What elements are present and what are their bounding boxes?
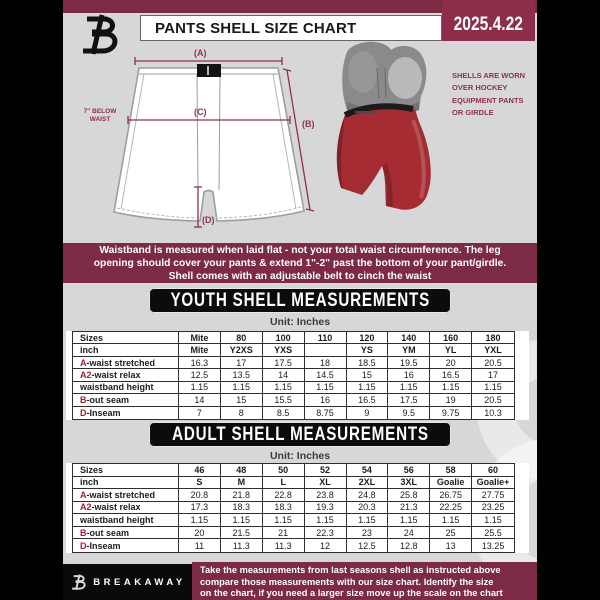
table-row: [73, 539, 514, 552]
table-row: [73, 477, 514, 490]
table-cell: 14: [263, 369, 305, 380]
table-cell: 18.3: [221, 502, 263, 514]
label-b: (B): [302, 119, 315, 129]
breakaway-b-icon: [75, 12, 121, 56]
table-cell: 1.15: [179, 514, 221, 526]
table-cell: 13: [430, 539, 472, 552]
table-cell: 18: [305, 357, 347, 368]
row-label: [73, 344, 179, 355]
table-cell: 1.15: [305, 382, 347, 393]
table-cell: 20.5: [484, 394, 502, 405]
table-cell: 21: [263, 527, 305, 539]
table-cell: 8.75: [305, 407, 347, 419]
table-cell: 11.3: [263, 539, 305, 552]
table-cell: 22.8: [263, 489, 305, 501]
adult-unit-label: Unit: Inches: [269, 450, 331, 462]
belt-buckle: [197, 64, 221, 77]
table-cell: 16: [388, 369, 430, 380]
table-cell: 48: [221, 464, 263, 476]
table-cell: 27.75: [481, 489, 505, 500]
adult-heading: ADULT SHELL MEASUREMENTS: [171, 423, 429, 445]
row-label-text: Sizes: [80, 464, 104, 475]
table-cell: M: [221, 477, 263, 489]
table-cell: 1.15: [263, 514, 305, 526]
row-label-text: -out seam: [86, 527, 130, 538]
row-label: [73, 527, 179, 539]
table-cell: 140: [388, 332, 430, 343]
table-cell: 19.3: [305, 502, 347, 514]
table-cell: 22.25: [430, 502, 472, 514]
table-cell: YM: [388, 344, 430, 355]
table-cell: 26.75: [430, 489, 472, 501]
table-cell: 17.5: [388, 394, 430, 405]
table-cell: 9.5: [388, 407, 430, 419]
table-row: [73, 369, 514, 381]
document-page: [63, 0, 537, 600]
table-cell: 24.8: [347, 489, 389, 501]
table-cell: 23.25: [481, 502, 505, 513]
table-cell: 9.75: [430, 407, 472, 419]
row-label: [73, 382, 179, 393]
table-row: [73, 502, 514, 515]
table-row: [73, 394, 514, 406]
table-cell: 1.15: [484, 382, 502, 393]
table-cell: Goalie: [430, 477, 472, 489]
table-cell: 18.3: [263, 502, 305, 514]
table-cell: 16.5: [430, 369, 472, 380]
table-cell: Y2XS: [221, 344, 263, 355]
table-cell: 1.15: [305, 514, 347, 526]
row-label: [73, 477, 179, 489]
table-cell: 22.3: [305, 527, 347, 539]
row-label-text: inch: [80, 345, 99, 356]
table-cell: 52: [305, 464, 347, 476]
row-label-text: waistband height: [80, 515, 154, 526]
youth-heading: YOUTH SHELL MEASUREMENTS: [170, 289, 430, 311]
row-label-prefix: B: [80, 394, 87, 405]
table-cell: 17: [221, 357, 263, 368]
table-cell: 25.5: [484, 527, 502, 538]
table-cell: 46: [179, 464, 221, 476]
table-cell: [305, 344, 347, 355]
table-cell: 8.5: [263, 407, 305, 419]
table-cell: 100: [263, 332, 305, 343]
table-cell: 2XL: [347, 477, 389, 489]
table-cell: 12: [305, 539, 347, 552]
page-title-box: [140, 15, 442, 41]
table-cell: 17: [488, 369, 499, 380]
youth-table-panel: [66, 331, 529, 420]
row-label-text: -out seam: [86, 394, 130, 405]
table-row: [73, 527, 514, 540]
row-label-prefix: D: [80, 407, 87, 418]
row-label: [73, 357, 179, 368]
pants-diagram: [63, 40, 333, 235]
page-title: PANTS SHELL SIZE CHART: [155, 19, 357, 37]
table-row: [73, 464, 514, 477]
table-row: [73, 382, 514, 394]
table-row: [73, 357, 514, 369]
row-label-text: -waist stretched: [86, 489, 156, 500]
table-cell: S: [179, 477, 221, 489]
label-c: (C): [194, 107, 207, 117]
breakaway-b-small-icon: [69, 573, 87, 591]
waistband-instruction-banner: Waistband is measured when laid flat - not your total waist circumference. The leg opening should cover your pants & extend 1"-2" past the bottom of your pant/girdle. Shell comes with an adjustable belt to cinch the waist: [63, 243, 537, 283]
table-cell: YL: [430, 344, 472, 355]
table-cell: 1.15: [221, 514, 263, 526]
adult-section-banner: [149, 422, 451, 447]
table-cell: 20.8: [179, 489, 221, 501]
table-cell: 10.3: [484, 407, 502, 418]
table-cell: 180: [485, 332, 501, 343]
row-label: [73, 464, 179, 476]
row-label-text: waistband height: [80, 382, 154, 393]
date-badge: [442, 0, 535, 41]
label-d: (D): [202, 215, 215, 225]
table-cell: 58: [430, 464, 472, 476]
table-cell: 16: [305, 394, 347, 405]
youth-unit-label: Unit: Inches: [269, 316, 331, 328]
row-label-text: inch: [80, 477, 99, 488]
table-cell: YS: [347, 344, 389, 355]
table-cell: YXL: [484, 345, 502, 356]
below-waist-note: 7'' BELOW WAIST: [83, 108, 117, 123]
table-cell: 80: [221, 332, 263, 343]
measurement-line-a: [135, 57, 282, 65]
table-cell: 1.15: [388, 382, 430, 393]
table-cell: 17.5: [263, 357, 305, 368]
row-label-prefix: A2: [80, 369, 92, 380]
row-label-prefix: A2: [80, 502, 92, 513]
table-cell: 12.8: [388, 539, 430, 552]
date-text: 2025.4.22: [453, 14, 524, 35]
table-cell: 20: [430, 357, 472, 368]
table-cell: 21.8: [221, 489, 263, 501]
table-cell: Mite: [179, 332, 221, 343]
row-label-text: -waist stretched: [86, 357, 156, 368]
table-cell: 12.5: [347, 539, 389, 552]
table-cell: 1.15: [179, 382, 221, 393]
row-label-text: -Inseam: [86, 407, 121, 418]
table-cell: 160: [430, 332, 472, 343]
table-row: [73, 514, 514, 527]
table-cell: 1.15: [263, 382, 305, 393]
table-cell: 1.15: [430, 382, 472, 393]
table-cell: 20: [179, 527, 221, 539]
table-cell: 12.5: [179, 369, 221, 380]
shells-worn-note: SHELLS ARE WORN OVER HOCKEY EQUIPMENT PANTS OR GIRDLE: [452, 71, 526, 117]
table-cell: 21.3: [388, 502, 430, 514]
row-label: [73, 489, 179, 501]
table-cell: 1.15: [347, 514, 389, 526]
table-cell: 24: [388, 527, 430, 539]
brand-name: BREAKAWAY: [93, 576, 186, 588]
table-cell: 8: [221, 407, 263, 419]
table-cell: 15.5: [263, 394, 305, 405]
table-cell: 54: [347, 464, 389, 476]
table-cell: XL: [305, 477, 347, 489]
row-label-text: -waist relax: [91, 502, 141, 513]
row-label-prefix: A: [80, 357, 87, 368]
table-cell: 11: [179, 539, 221, 552]
table-cell: 25: [430, 527, 472, 539]
table-cell: 18.5: [347, 357, 389, 368]
youth-section-banner: [149, 288, 451, 313]
table-cell: 56: [388, 464, 430, 476]
adult-table-panel: [66, 463, 529, 553]
hockey-shell-photo: [333, 40, 463, 225]
row-label: [73, 502, 179, 514]
table-cell: 1.15: [221, 382, 263, 393]
table-cell: 11.3: [221, 539, 263, 552]
table-cell: 120: [347, 332, 389, 343]
table-cell: 50: [263, 464, 305, 476]
footer-brand-box: [63, 564, 192, 600]
table-cell: 110: [305, 332, 347, 343]
table-cell: L: [263, 477, 305, 489]
adult-table: [72, 463, 515, 553]
table-cell: 23.8: [305, 489, 347, 501]
row-label: [73, 514, 179, 526]
table-row: [73, 332, 514, 344]
table-cell: 25.8: [388, 489, 430, 501]
table-cell: 15: [221, 394, 263, 405]
row-label: [73, 332, 179, 343]
table-cell: 13.5: [221, 369, 263, 380]
row-label-prefix: A: [80, 489, 87, 500]
row-label-text: Sizes: [80, 332, 104, 343]
row-label: [73, 407, 179, 419]
table-cell: 19.5: [388, 357, 430, 368]
table-cell: 20.3: [347, 502, 389, 514]
table-cell: 7: [179, 407, 221, 419]
table-cell: 9: [347, 407, 389, 419]
table-cell: 23: [347, 527, 389, 539]
row-label: [73, 539, 179, 552]
footer-instruction-box: Take the measurements from last seasons shell as instructed above compare those measurements with our size chart. Identify the size on the chart, if you need a larger size move up the scale on the chart: [192, 562, 537, 600]
table-cell: 13.25: [481, 540, 505, 551]
table-cell: 15: [347, 369, 389, 380]
table-cell: 17.3: [179, 502, 221, 514]
row-label-prefix: B: [80, 527, 87, 538]
table-cell: 14: [179, 394, 221, 405]
table-cell: 19: [430, 394, 472, 405]
table-cell: 1.15: [484, 515, 502, 526]
table-cell: 20.5: [484, 357, 502, 368]
table-cell: Mite: [179, 344, 221, 355]
table-cell: 16.3: [179, 357, 221, 368]
row-label: [73, 369, 179, 380]
table-cell: YXS: [263, 344, 305, 355]
table-cell: 60: [488, 464, 499, 475]
table-cell: 21.5: [221, 527, 263, 539]
table-cell: 16.5: [347, 394, 389, 405]
row-label-text: -waist relax: [91, 369, 141, 380]
table-cell: 14.5: [305, 369, 347, 380]
table-row: [73, 489, 514, 502]
table-cell: 1.15: [347, 382, 389, 393]
youth-table: [72, 331, 515, 420]
table-row: [73, 344, 514, 356]
table-cell: 3XL: [388, 477, 430, 489]
row-label-prefix: D: [80, 540, 87, 551]
table-cell: 1.15: [388, 514, 430, 526]
label-a: (A): [194, 48, 207, 58]
table-row: [73, 407, 514, 419]
row-label-text: -Inseam: [86, 540, 121, 551]
row-label: [73, 394, 179, 405]
table-cell: Goalie+: [476, 477, 510, 488]
table-cell: 1.15: [430, 514, 472, 526]
